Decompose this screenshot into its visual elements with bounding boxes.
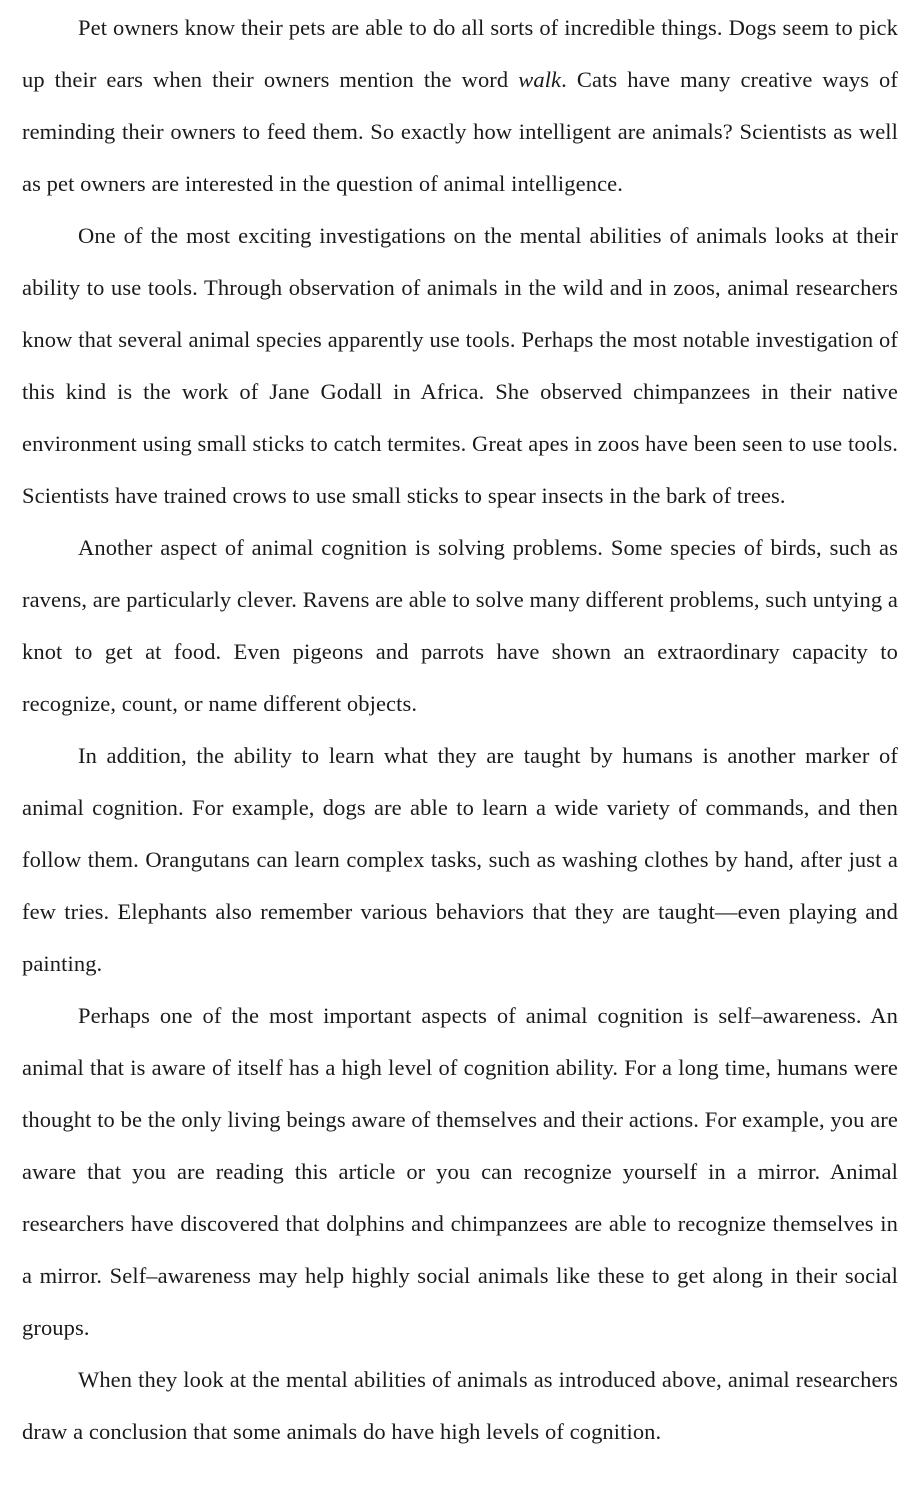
paragraph-3-text: Another aspect of animal cognition is solving problems. Some species of birds, such as ravens, are particularly clever. Ravens are able to solve many different problems, such untying a knot to get at food. Even pigeons and parrots have shown an extraordinary capacity to recognize, count, or name different objects.: [22, 535, 898, 716]
paragraph-5-text: Perhaps one of the most important aspects of animal cognition is self–awareness. An animal that is aware of itself has a high level of cognition ability. For a long time, humans were thought to be the only living beings aware of themselves and their actions. For example, you are aware that you are reading this article or you can recognize yourself in a mirror. Animal researchers have discovered that dolphins and chimpanzees are able to recognize themselves in a mirror. Self–awareness may help highly social animals like these to get along in their social groups.: [22, 1003, 898, 1340]
paragraph-3: [22, 522, 898, 730]
article-page: [22, 0, 898, 1500]
paragraph-2-text: One of the most exciting investigations on the mental abilities of animals looks at their ability to use tools. Through observation of animals in the wild and in zoos, animal researchers know that several animal species apparently use tools. Perhaps the most notable investigation of this kind is the work of Jane Godall in Africa. She observed chimpanzees in their native environment using small sticks to catch termites. Great apes in zoos have been seen to use tools. Scientists have trained crows to use small sticks to spear insects in the bark of trees.: [22, 223, 898, 508]
paragraph-5: [22, 990, 898, 1354]
paragraph-6-text: When they look at the mental abilities of animals as introduced above, animal researchers draw a conclusion that some animals do have high levels of cognition.: [22, 1367, 898, 1444]
paragraph-1-text-after: . Cats have many creative ways of reminding their owners to feed them. So exactly how intelligent are animals? Scientists as well as pet owners are interested in the question of animal intelligence.: [22, 67, 899, 196]
emphasized-word: walk: [518, 67, 562, 92]
paragraph-4-text: In addition, the ability to learn what they are taught by humans is another marker of animal cognition. For example, dogs are able to learn a wide variety of commands, and then follow them. Orangutans can learn complex tasks, such as washing clothes by hand, after just a few tries. Elephants also remember various behaviors that they are taught—even playing and painting.: [22, 743, 898, 976]
paragraph-1-text-before: Pet owners know their pets are able to do all sorts of incredible things. Dogs seem to pick up their ears when their owners mention the word: [22, 15, 898, 92]
paragraph-6: [22, 1354, 898, 1458]
paragraph-1: [22, 2, 898, 210]
paragraph-2: [22, 210, 898, 522]
paragraph-4: [22, 730, 898, 990]
